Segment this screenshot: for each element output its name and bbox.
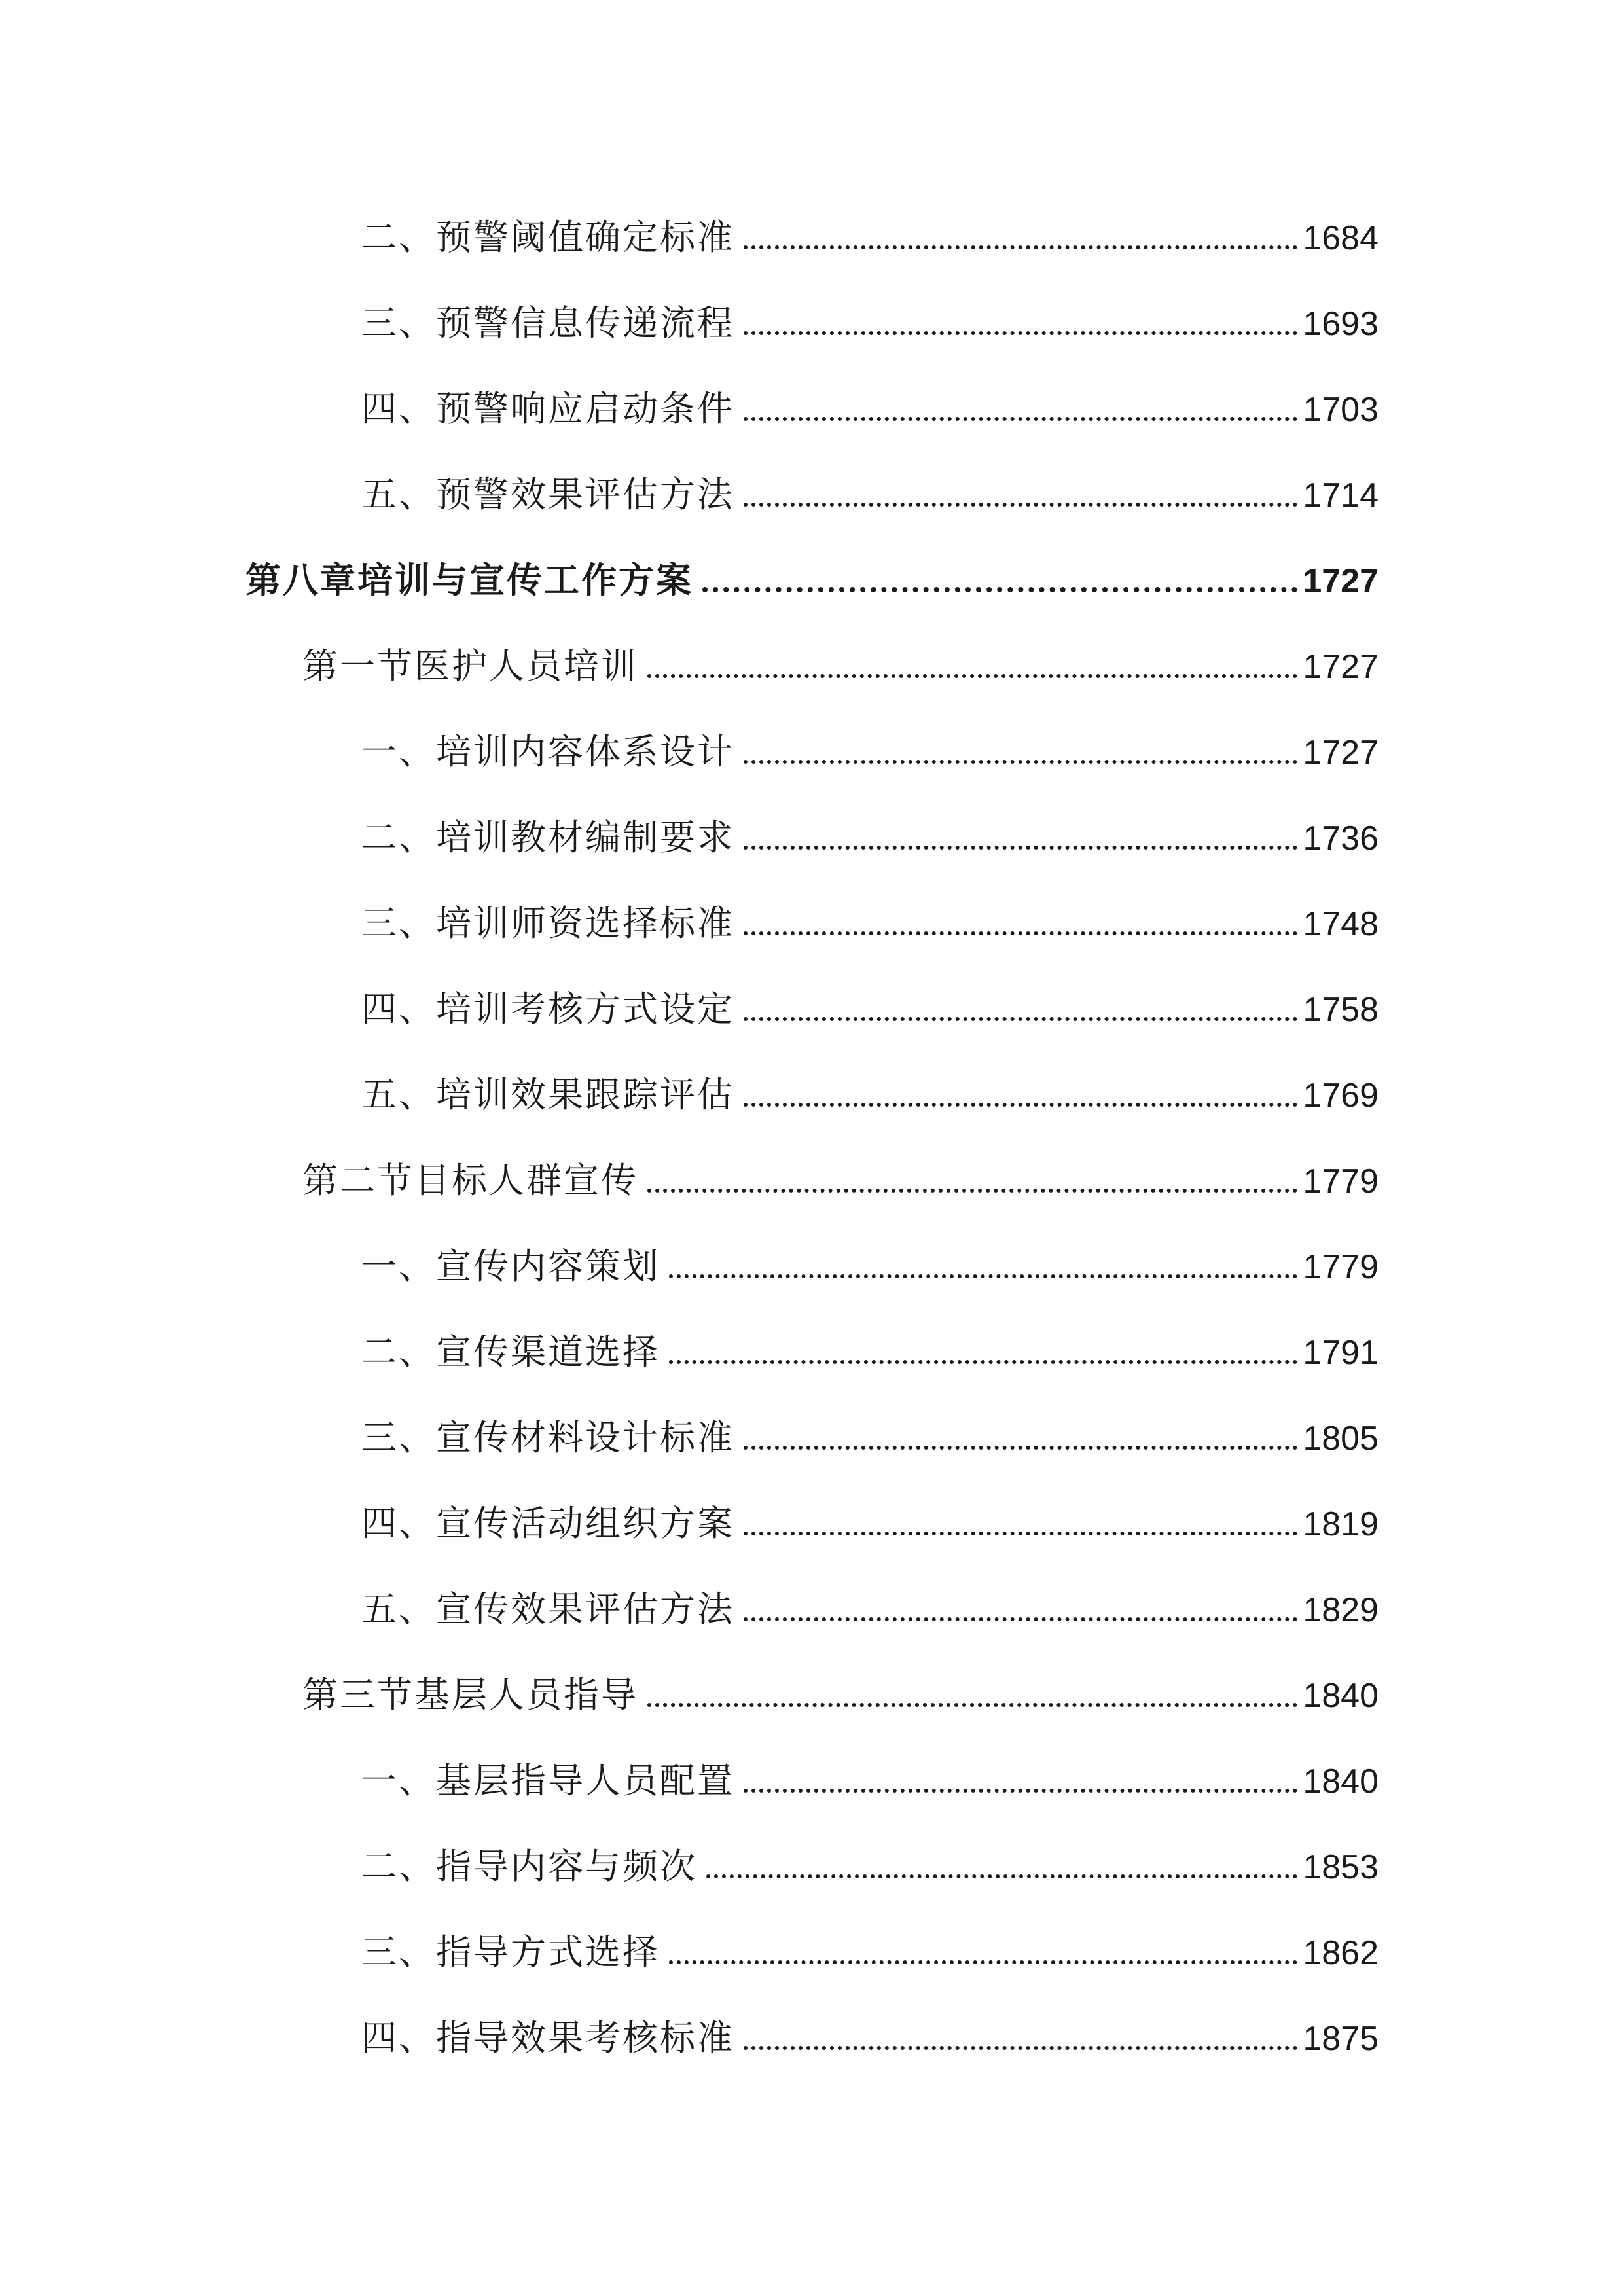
toc-page-number: 1727 — [1303, 562, 1379, 600]
toc-entry-title: 四、培训考核方式设定 — [361, 988, 734, 1030]
toc-entry-title: 二、宣传渠道选择 — [361, 1331, 660, 1372]
toc-page-number: 1693 — [1303, 305, 1379, 343]
toc-subsection-entry[interactable] — [361, 1225, 1379, 1287]
toc-dot-leader — [647, 674, 1297, 678]
toc-page-number: 1875 — [1303, 2020, 1379, 2058]
toc-subsection-entry[interactable] — [361, 196, 1379, 258]
toc-dot-leader — [669, 1960, 1297, 1964]
toc-section-entry[interactable] — [302, 1139, 1379, 1201]
toc-chapter-entry[interactable] — [245, 539, 1379, 601]
toc-dot-leader — [744, 760, 1297, 764]
toc-page-number: 1779 — [1303, 1162, 1379, 1200]
toc-entry-title: 第三节基层人员指导 — [302, 1674, 638, 1715]
toc-page-number: 1791 — [1303, 1334, 1379, 1372]
toc-entry-title: 四、宣传活动组织方案 — [361, 1503, 734, 1544]
toc-subsection-entry[interactable] — [361, 1568, 1379, 1630]
toc-entry-title: 三、培训师资选择标准 — [361, 903, 734, 944]
toc-dot-leader — [744, 1017, 1297, 1021]
toc-section-entry[interactable] — [302, 1654, 1379, 1713]
toc-subsection-entry[interactable] — [361, 1311, 1379, 1370]
toc-subsection-entry[interactable] — [361, 454, 1379, 515]
toc-entry-title: 一、宣传内容策划 — [361, 1246, 660, 1287]
toc-dot-leader — [744, 417, 1297, 421]
toc-page-number: 1748 — [1303, 905, 1379, 943]
toc-entry-title: 二、预警阈值确定标准 — [361, 217, 734, 258]
toc-page-number: 1703 — [1303, 391, 1379, 429]
toc-dot-leader — [647, 1703, 1297, 1707]
toc-page-number: 1840 — [1303, 1763, 1379, 1801]
toc-page-number: 1862 — [1303, 1934, 1379, 1972]
toc-dot-leader — [744, 331, 1297, 335]
toc-entry-title: 三、指导方式选择 — [361, 1931, 660, 1973]
toc-page-number: 1853 — [1303, 1848, 1379, 1886]
toc-entry-title: 五、预警效果评估方法 — [361, 474, 734, 515]
toc-dot-leader — [744, 1103, 1297, 1107]
toc-page-number: 1727 — [1303, 648, 1379, 686]
toc-page-number: 1779 — [1303, 1248, 1379, 1286]
toc-dot-leader — [702, 587, 1297, 592]
toc-page-number: 1684 — [1303, 219, 1379, 257]
toc-dot-leader — [744, 1532, 1297, 1535]
toc-subsection-entry[interactable] — [361, 797, 1379, 858]
toc-dot-leader — [744, 846, 1297, 850]
toc-entry-title: 一、基层指导人员配置 — [361, 1760, 734, 1801]
toc-dot-leader — [706, 1874, 1297, 1878]
toc-dot-leader — [669, 1274, 1297, 1278]
toc-subsection-entry[interactable] — [361, 1825, 1379, 1887]
toc-page-number: 1714 — [1303, 476, 1379, 514]
toc-entry-title: 第二节目标人群宣传 — [302, 1160, 638, 1201]
toc-page-number: 1829 — [1303, 1591, 1379, 1629]
toc-entry-title: 一、培训内容体系设计 — [361, 731, 734, 772]
toc-entry-title: 第八章培训与宣传工作方案 — [245, 560, 693, 601]
toc-page-number: 1805 — [1303, 1420, 1379, 1458]
toc-entry-title: 三、预警信息传递流程 — [361, 302, 734, 344]
toc-dot-leader — [669, 1360, 1297, 1364]
toc-page-number: 1758 — [1303, 991, 1379, 1029]
toc-subsection-entry[interactable] — [361, 711, 1379, 770]
toc-page-number: 1819 — [1303, 1505, 1379, 1543]
toc-subsection-entry[interactable] — [361, 1997, 1379, 2056]
toc-entry-title: 五、宣传效果评估方法 — [361, 1588, 734, 1630]
toc-subsection-entry[interactable] — [361, 282, 1379, 344]
toc-dot-leader — [744, 1789, 1297, 1793]
toc-entry-title: 五、培训效果跟踪评估 — [361, 1074, 734, 1115]
toc-entry-title: 第一节医护人员培训 — [302, 645, 638, 687]
toc-subsection-entry[interactable] — [361, 1911, 1379, 1973]
toc-subsection-entry[interactable] — [361, 1397, 1379, 1456]
toc-dot-leader — [744, 1617, 1297, 1621]
toc-dot-leader — [744, 931, 1297, 935]
toc-section-entry[interactable] — [302, 625, 1379, 687]
toc-page-number: 1736 — [1303, 819, 1379, 857]
toc-entry-title: 二、培训教材编制要求 — [361, 817, 734, 858]
toc-entry-title: 四、指导效果考核标准 — [361, 2017, 734, 2058]
toc-page-number: 1840 — [1303, 1677, 1379, 1715]
toc-page-number: 1727 — [1303, 734, 1379, 772]
toc-entry-title: 四、预警响应启动条件 — [361, 388, 734, 429]
toc-subsection-entry[interactable] — [361, 1482, 1379, 1544]
toc-subsection-entry[interactable] — [361, 968, 1379, 1030]
toc-dot-leader — [647, 1189, 1297, 1193]
toc-entry-title: 三、宣传材料设计标准 — [361, 1417, 734, 1458]
toc-dot-leader — [744, 503, 1297, 507]
toc-entry-title: 二、指导内容与频次 — [361, 1846, 697, 1887]
toc-dot-leader — [744, 2046, 1297, 2050]
toc-subsection-entry[interactable] — [361, 1054, 1379, 1113]
toc-dot-leader — [744, 1446, 1297, 1450]
toc-subsection-entry[interactable] — [361, 882, 1379, 944]
toc-subsection-entry[interactable] — [361, 1740, 1379, 1799]
toc-subsection-entry[interactable] — [361, 368, 1379, 427]
toc-dot-leader — [744, 245, 1297, 249]
toc-page-number: 1769 — [1303, 1077, 1379, 1115]
